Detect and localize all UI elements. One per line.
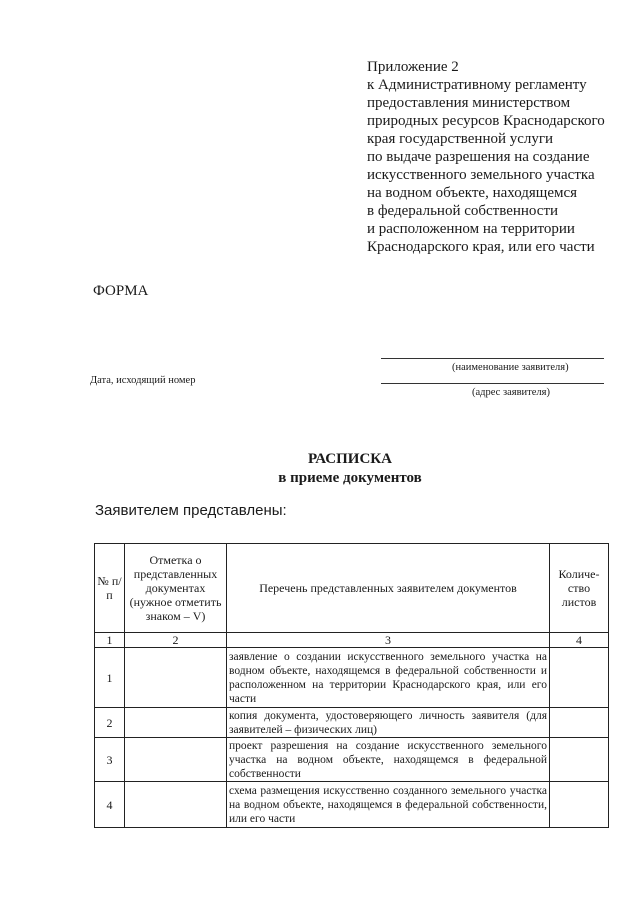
- row-number: 4: [95, 782, 125, 828]
- column-number-row: [95, 633, 609, 648]
- row-number: 1: [95, 648, 125, 708]
- mark-cell: [125, 782, 227, 828]
- submitted-label: Заявителем представлены:: [95, 502, 287, 519]
- appendix-line: края государственной услуги: [367, 131, 554, 147]
- column-number: 4: [550, 633, 609, 648]
- appendix-line: и расположенном на территории: [367, 221, 575, 237]
- appendix-line: по выдаче разрешения на создание: [367, 149, 590, 165]
- header-sheets: Количе-ство листов: [550, 544, 609, 633]
- applicant-name-caption: (наименование заявителя): [452, 362, 569, 373]
- appendix-line: искусственного земельного участка: [367, 167, 595, 183]
- applicant-address-line: [381, 383, 604, 384]
- table-row: [95, 648, 609, 708]
- sheets-cell: [550, 738, 609, 782]
- receipt-title-main: РАСПИСКА: [307, 451, 393, 467]
- appendix-line: Краснодарского края, или его части: [367, 239, 595, 255]
- document-description: заявление о создании искусственного земельного участка на водном объекте, находящемся в федеральной собственности и расположенном на территории Краснодарского края, или его части: [227, 648, 550, 708]
- document-description: схема размещения искусственно созданного земельного участка на водном объекте, находящемся в федеральной собственности, или его части: [227, 782, 550, 828]
- appendix-line: на водном объекте, находящемся: [367, 185, 578, 201]
- sheets-cell: [550, 648, 609, 708]
- column-number: 1: [95, 633, 125, 648]
- applicant-address-caption: (адрес заявителя): [472, 387, 550, 398]
- column-number: 2: [125, 633, 227, 648]
- document-description: проект разрешения на создание искусственного земельного участка на водном объекте, находящемся в федеральной собственности: [227, 738, 550, 782]
- sheets-cell: [550, 782, 609, 828]
- form-label: ФОРМА: [93, 283, 149, 299]
- mark-cell: [125, 738, 227, 782]
- header-num: № п/п: [95, 544, 125, 633]
- table-row: [95, 738, 609, 782]
- appendix-header: [367, 58, 629, 256]
- date-number-label: Дата, исходящий номер: [90, 375, 196, 386]
- mark-cell: [125, 648, 227, 708]
- sheets-cell: [550, 708, 609, 738]
- column-number: 3: [227, 633, 550, 648]
- appendix-line: к Административному регламенту: [367, 77, 587, 93]
- appendix-line: в федеральной собственности: [367, 203, 559, 219]
- appendix-line: Приложение 2: [367, 59, 459, 75]
- table-row: [95, 782, 609, 828]
- header-list: Перечень представленных заявителем документов: [227, 544, 550, 633]
- table-header-row: [95, 544, 609, 633]
- receipt-title: [200, 450, 500, 488]
- applicant-name-line: [381, 358, 604, 359]
- documents-table: [94, 543, 609, 828]
- receipt-title-sub: в приеме документов: [278, 470, 422, 486]
- header-mark: Отметка о представленных документах (нужное отметить знаком – V): [125, 544, 227, 633]
- appendix-line: предоставления министерством: [367, 95, 571, 111]
- mark-cell: [125, 708, 227, 738]
- table-row: [95, 708, 609, 738]
- document-description: копия документа, удостоверяющего личность заявителя (для заявителей – физических лиц): [227, 708, 550, 738]
- row-number: 2: [95, 708, 125, 738]
- row-number: 3: [95, 738, 125, 782]
- appendix-line: природных ресурсов Краснодарского: [367, 113, 605, 129]
